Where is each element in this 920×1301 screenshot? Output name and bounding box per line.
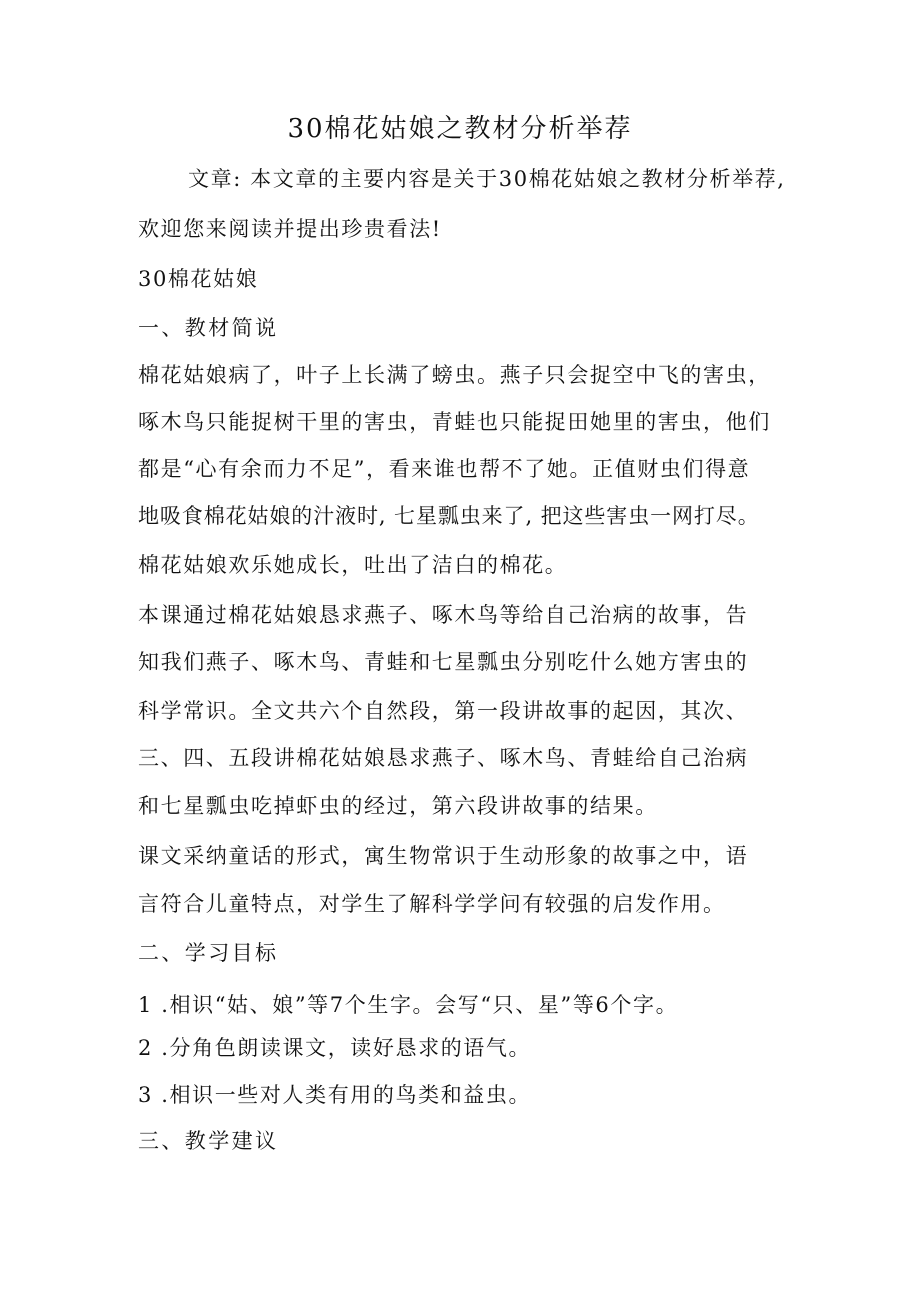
paragraph-line: 地吸食棉花姑娘的汁液时, 七星瓢虫来了, 把这些害虫一网打尽。 bbox=[138, 504, 760, 528]
objective-item: 2 .分角色朗读课文，读好恳求的语气。 bbox=[138, 1036, 532, 1060]
lesson-title: 30棉花姑娘 bbox=[138, 267, 259, 291]
paragraph-line: 知我们燕子、啄木鸟、青蛙和七星瓢虫分别吃什么她方害虫的 bbox=[138, 650, 749, 674]
section-heading-2: 二、学习目标 bbox=[138, 941, 279, 965]
paragraph-line: 都是“心有余而力不足”，看来谁也帮不了她。正值财虫们得意 bbox=[138, 457, 751, 481]
paragraph-line: 啄木鸟只能捉树干里的害虫，青蛙也只能捉田她里的害虫，他们 bbox=[138, 410, 771, 434]
section-heading-3: 三、教学建议 bbox=[138, 1129, 279, 1153]
document-title: 30棉花姑娘之教材分析举荐 bbox=[287, 114, 633, 144]
paragraph-line: 本课通过棉花姑娘恳求燕子、啄木鸟等给自己治病的故事，告 bbox=[138, 603, 749, 627]
paragraph-line: 棉花姑娘欢乐她成长，吐出了洁白的棉花。 bbox=[138, 553, 568, 577]
section-heading-1: 一、教材简说 bbox=[138, 316, 279, 340]
intro-line-2: 欢迎您来阅读并提出珍贵看法! bbox=[138, 217, 442, 241]
objective-item: 3 .相识一些对人类有用的鸟类和益虫。 bbox=[138, 1083, 532, 1107]
paragraph-line: 科学常识。全文共六个自然段，第一段讲故事的起因，其次、 bbox=[138, 699, 749, 723]
paragraph-line: 棉花姑娘病了，叶子上长满了螃虫。燕子只会捉空中飞的害虫， bbox=[138, 363, 771, 387]
paragraph-line: 三、四、五段讲棉花姑娘恳求燕子、啄木鸟、青蛙给自己治病 bbox=[138, 746, 749, 770]
paragraph-line: 言符合儿童特点，对学生了解科学学问有较强的启发作用。 bbox=[138, 892, 726, 916]
paragraph-line: 课文采纳童话的形式，寓生物常识于生动形象的故事之中，语 bbox=[138, 844, 749, 868]
objective-item: 1 .相识“姑、娘”等7个生字。会写“只、星”等6个字。 bbox=[138, 993, 679, 1017]
paragraph-line: 和七星瓢虫吃掉虾虫的经过，第六段讲故事的结果。 bbox=[138, 794, 658, 818]
intro-line-1: 文章: 本文章的主要内容是关于30棉花姑娘之教材分析举荐, bbox=[188, 167, 786, 191]
